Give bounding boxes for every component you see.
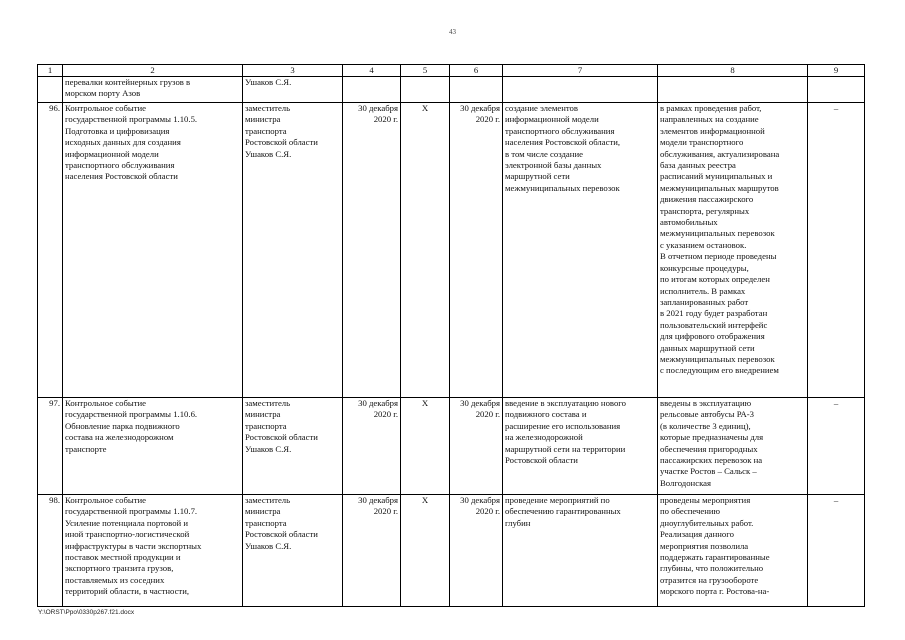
info-cell: проведены мероприятия по обеспечению дноуглубительных работ. Реализация данного мероприятия позволила поддержать гарантированные глубины, что положительно отразится на грузообороте морского порта г. Ростова-на-	[658, 495, 808, 607]
result-cell: введение в эксплуатацию нового подвижного состава и расширение его использования на железнодорожной маршрутной сети на территории Ростовской области	[503, 398, 658, 495]
info-cell: в рамках проведения работ, направленных на создание элементов информационной модели транспортного обслуживания, актуализирована база данных реестра расписаний муниципальных и межмуниципальных маршрутов движения пассажирского транспорта, регулярных автомобильных межмуниципальных перевозок с указанием остановок. В отчетном периоде проведены конкурсные процедуры, по итогам которых определен исполнитель. В рамках запланированных работ в 2021 году будет разработан пользовательский интерфейс для цифрового отображения данных маршрутной сети межмуниципальных перевозок с последующим его внедрением	[658, 103, 808, 398]
control-event-cell: Контрольное событие государственной программы 1.10.6. Обновление парка подвижного состава на железнодорожном транспорте	[63, 398, 243, 495]
row-number: 98.	[38, 495, 63, 607]
table-row	[38, 398, 865, 495]
note-cell: –	[808, 398, 865, 495]
x-cell: X	[401, 398, 450, 495]
responsible-cell: заместитель министра транспорта Ростовской области Ушаков С.Я.	[243, 103, 343, 398]
responsible-cell: заместитель министра транспорта Ростовской области Ушаков С.Я.	[243, 495, 343, 607]
plan-date-cell	[343, 77, 401, 103]
header-cell: 4	[343, 65, 401, 77]
responsible-cell: заместитель министра транспорта Ростовской области Ушаков С.Я.	[243, 398, 343, 495]
table-row	[38, 495, 865, 607]
result-cell	[503, 77, 658, 103]
report-table	[37, 64, 865, 607]
header-cell: 3	[243, 65, 343, 77]
header-cell: 7	[503, 65, 658, 77]
header-cell: 9	[808, 65, 865, 77]
info-cell: введены в эксплуатацию рельсовые автобусы РА-3 (в количестве 3 единиц), которые предназначены для обеспечения пригородных пассажирских перевозок на участке Ростов – Сальск – Волгодонская	[658, 398, 808, 495]
control-event-cell: перевалки контейнерных грузов в морском порту Азов	[63, 77, 243, 103]
note-cell: –	[808, 103, 865, 398]
table-row	[38, 77, 865, 103]
plan-date-cell: 30 декабря 2020 г.	[343, 398, 401, 495]
header-cell: 5	[401, 65, 450, 77]
result-cell: создание элементов информационной модели транспортного обслуживания населения Ростовской области, в том числе создание электронной базы данных маршрутной сети межмуниципальных перевозок	[503, 103, 658, 398]
info-cell	[658, 77, 808, 103]
row-number	[38, 77, 63, 103]
note-cell	[808, 77, 865, 103]
x-cell	[401, 77, 450, 103]
plan-date-cell: 30 декабря 2020 г.	[343, 495, 401, 607]
result-cell: проведение мероприятий по обеспечению гарантированных глубин	[503, 495, 658, 607]
control-event-cell: Контрольное событие государственной программы 1.10.5. Подготовка и цифровизация исходных данных для создания информационной модели транспортного обслуживания населения Ростовской области	[63, 103, 243, 398]
header-cell: 8	[658, 65, 808, 77]
responsible-cell: Ушаков С.Я.	[243, 77, 343, 103]
fact-date-cell: 30 декабря 2020 г.	[450, 495, 503, 607]
fact-date-cell: 30 декабря 2020 г.	[450, 103, 503, 398]
header-cell: 1	[38, 65, 63, 77]
fact-date-cell	[450, 77, 503, 103]
x-cell: X	[401, 495, 450, 607]
fact-date-cell: 30 декабря 2020 г.	[450, 398, 503, 495]
x-cell: X	[401, 103, 450, 398]
page-number: 43	[449, 28, 456, 36]
control-event-cell: Контрольное событие государственной программы 1.10.7. Усиление потенциала портовой и иной транспортно-логистической инфраструктуры в части экспортных поставок местной продукции и экспортного транзита грузов, поставляемых из соседних территорий области, в частности,	[63, 495, 243, 607]
row-number: 97.	[38, 398, 63, 495]
row-number: 96.	[38, 103, 63, 398]
table-header-row	[38, 65, 865, 77]
header-cell: 6	[450, 65, 503, 77]
plan-date-cell: 30 декабря 2020 г.	[343, 103, 401, 398]
note-cell: –	[808, 495, 865, 607]
table-row	[38, 103, 865, 398]
header-cell: 2	[63, 65, 243, 77]
file-path-footer: Y:\ORST\Ppo\0330p267.f21.docx	[38, 609, 135, 616]
